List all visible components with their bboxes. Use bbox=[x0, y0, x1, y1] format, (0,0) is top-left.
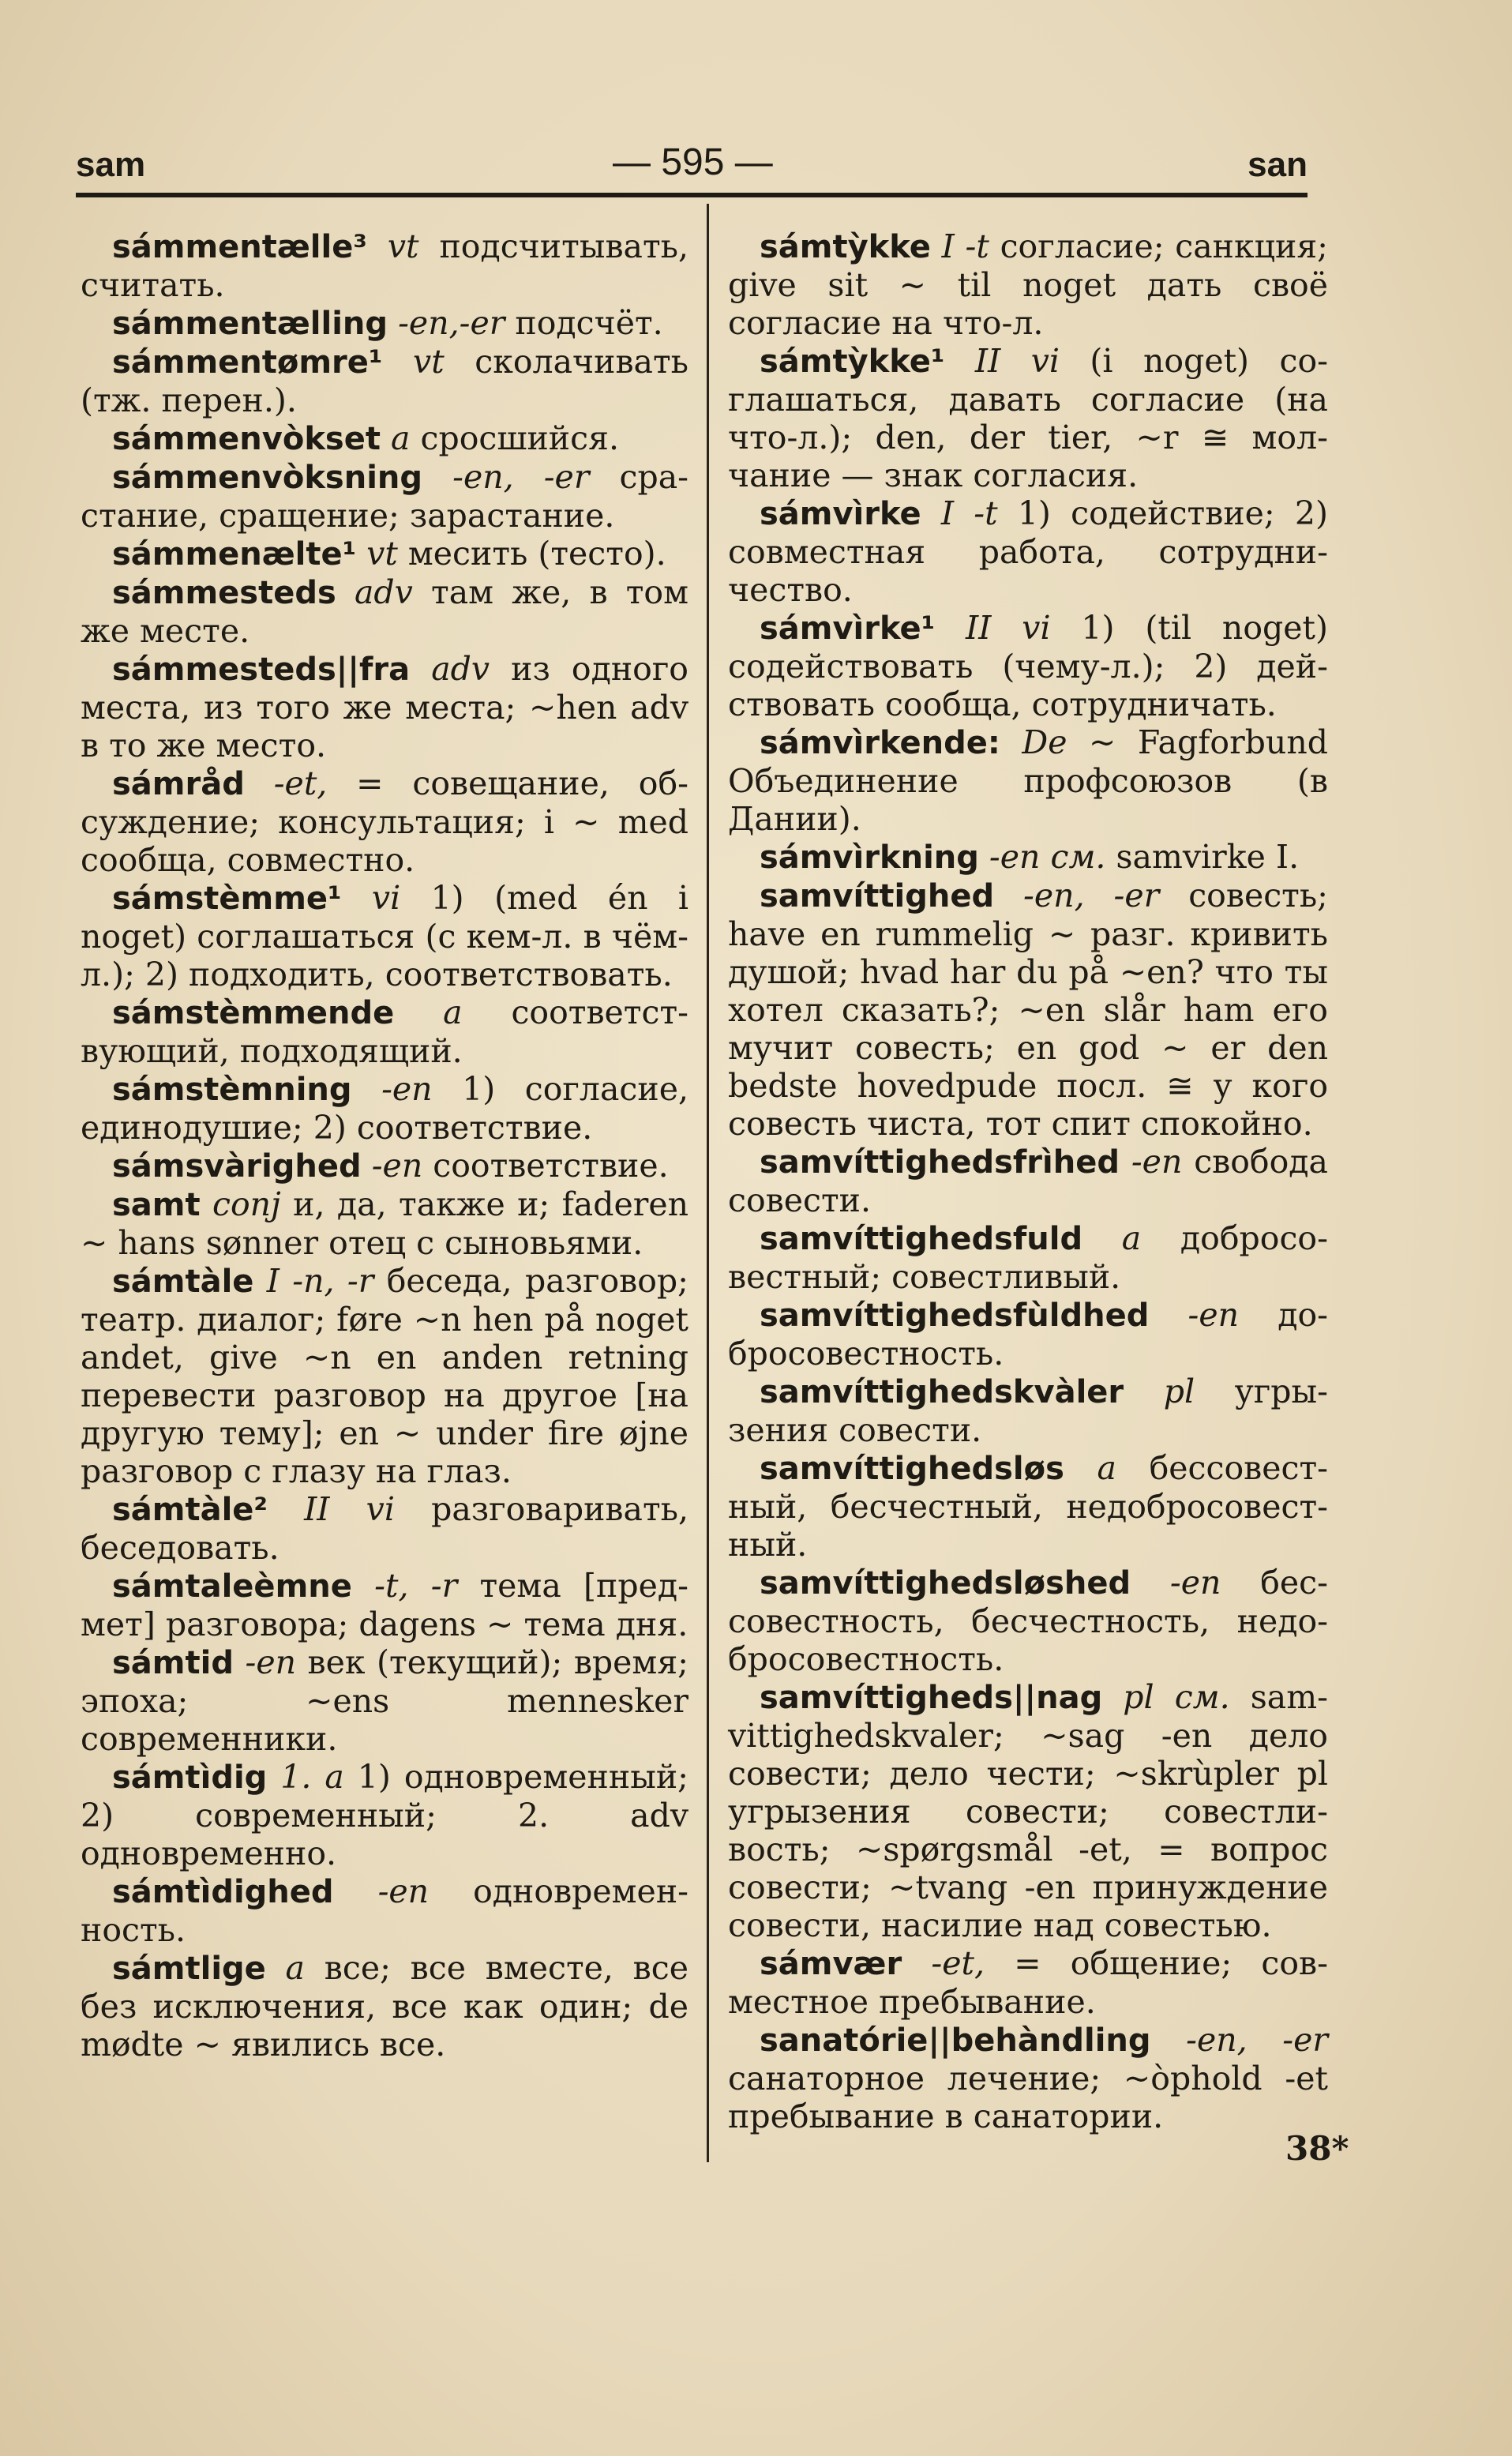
entry-definition: месить (тесто). bbox=[397, 535, 666, 573]
entry-grammar: -en bbox=[233, 1643, 297, 1681]
dictionary-entry bbox=[728, 1678, 1328, 1944]
entry-headword: sámmesteds||fra bbox=[112, 652, 411, 688]
entry-definition: = общение; совместное пребывание. bbox=[728, 1944, 1328, 2021]
entry-grammar: vi bbox=[341, 879, 401, 917]
entry-definition: соответствие. bbox=[422, 1147, 669, 1185]
dictionary-entry bbox=[81, 1185, 688, 1262]
entry-definition: бессовестность, бесчестность, недобросовестность. bbox=[728, 1564, 1328, 1678]
entry-definition: одновременность. bbox=[81, 1872, 688, 1949]
entry-headword: sámtàle² bbox=[112, 1492, 268, 1528]
entry-headword: samvíttighedsløs bbox=[760, 1451, 1064, 1487]
entry-definition: 1) согласие, единодушие; 2) соответствие. bbox=[81, 1070, 688, 1147]
entry-definition: 1) (til noget) содействовать (чему-л.); 2) действовать сообща, сотрудничать. bbox=[728, 609, 1328, 723]
entry-grammar: a bbox=[394, 993, 463, 1031]
entry-headword: sámmenælte¹ bbox=[112, 536, 357, 573]
entry-headword: sámmesteds bbox=[112, 575, 336, 611]
entry-definition: подсчитывать, считать. bbox=[81, 227, 689, 304]
entry-grammar: -en bbox=[1149, 1296, 1240, 1334]
entry-definition: из одного места, из того же места; ~hen adv в то же место. bbox=[81, 650, 688, 764]
entry-definition: Fagforbund Объединение профсоюзов (в Дании). bbox=[728, 723, 1328, 838]
dictionary-entry bbox=[728, 877, 1328, 1143]
entry-definition: и, да, также и; faderen ~ hans sønner отец с сыновьями. bbox=[81, 1185, 688, 1262]
entry-grammar: -en, -er bbox=[994, 877, 1160, 914]
entry-grammar: a bbox=[1082, 1219, 1142, 1257]
entry-grammar: vt bbox=[382, 343, 445, 381]
entry-definition: соответствующий, подходящий. bbox=[81, 993, 688, 1070]
dictionary-entry bbox=[728, 1143, 1328, 1219]
entry-headword: samvíttighedsfùldhed bbox=[760, 1297, 1150, 1334]
entry-grammar: II vi bbox=[267, 1490, 395, 1528]
dictionary-entry bbox=[81, 343, 688, 419]
entry-headword: samvíttighedsfrìhed bbox=[760, 1144, 1120, 1181]
dictionary-entry bbox=[728, 2021, 1328, 2135]
entry-headword: samvíttighedsløshed bbox=[760, 1565, 1131, 1602]
entry-definition: добросовестность. bbox=[728, 1296, 1328, 1373]
entry-grammar: 1. a bbox=[267, 1758, 344, 1796]
dictionary-entry bbox=[81, 1872, 688, 1949]
entry-definition: срастание, сращение; зарастание. bbox=[81, 458, 688, 535]
entry-definition: век (текущий); время; эпоха; ~ens mennesker современники. bbox=[81, 1643, 688, 1758]
dictionary-entry bbox=[728, 838, 1328, 877]
entry-grammar: I -t bbox=[921, 494, 998, 532]
entry-definition: санаторное лечение; ~òphold -et пребывание в санатории. bbox=[728, 2060, 1328, 2135]
entry-headword: sámmenvòkset bbox=[112, 421, 381, 457]
dictionary-entry bbox=[81, 764, 688, 879]
entry-definition: там же, в том же месте. bbox=[81, 573, 688, 650]
entry-headword: sámtid bbox=[112, 1645, 234, 1681]
dictionary-entry bbox=[81, 1567, 688, 1643]
entry-headword: sámmentælle³ bbox=[112, 229, 367, 265]
entry-grammar: -en bbox=[351, 1070, 433, 1108]
entry-grammar: a bbox=[265, 1949, 306, 1987]
entry-headword: samvíttighed bbox=[760, 878, 995, 914]
dictionary-entry bbox=[728, 342, 1328, 494]
entry-grammar: -en bbox=[1131, 1564, 1221, 1602]
column-divider bbox=[707, 204, 709, 2162]
entry-grammar: a bbox=[380, 419, 411, 457]
entry-definition: = совещание, обсуждение; консультация; i ~ med сообща, совместно. bbox=[81, 764, 688, 879]
dictionary-entry bbox=[728, 1449, 1328, 1564]
entry-definition: (i noget) соглашаться, давать согласие (на что-л.); den, der tier, ~r ≅ молчание — знак согласия. bbox=[728, 342, 1328, 494]
dictionary-entry bbox=[81, 1758, 688, 1872]
entry-headword: sámstèmning bbox=[112, 1072, 352, 1108]
entry-headword: sámtỳkke bbox=[760, 229, 931, 265]
dictionary-entry bbox=[81, 573, 688, 650]
dictionary-entry bbox=[81, 304, 688, 343]
dictionary-entry bbox=[728, 1219, 1328, 1296]
entry-definition: согласие; санкция; give sit ~ til noget дать своё согласие на что-л. bbox=[728, 227, 1328, 342]
dictionary-entry bbox=[728, 1373, 1328, 1449]
entry-headword: sámtaleèmne bbox=[112, 1568, 352, 1605]
entry-definition: бессовестный, бесчестный, недобросовестный. bbox=[728, 1449, 1328, 1564]
entry-definition: все; все вместе, все без исключения, все как один; de mødte ~ явились все. bbox=[81, 1949, 688, 2064]
entry-headword: samvíttighedskvàler bbox=[760, 1374, 1124, 1410]
dictionary-entry bbox=[728, 1564, 1328, 1678]
dictionary-entry bbox=[81, 227, 688, 304]
dictionary-entry bbox=[728, 494, 1328, 609]
entry-definition: сколачивать (тж. перен.). bbox=[81, 343, 688, 419]
entry-grammar: -en, -er bbox=[1150, 2021, 1328, 2059]
dictionary-entry bbox=[81, 535, 688, 573]
dictionary-entry bbox=[728, 723, 1328, 838]
dictionary-entry bbox=[81, 1147, 688, 1185]
entry-grammar: adv bbox=[410, 650, 490, 688]
entry-definition: беседа, разговор; театр. диалог; føre ~n hen på noget andet, give ~n en anden retning перевести разговор на другое [на другую тему]; en ~ under fire øjne разговор с глазу на глаз. bbox=[81, 1262, 688, 1490]
entry-grammar: II vi bbox=[944, 342, 1060, 380]
entry-headword: sámmenvòksning bbox=[112, 460, 423, 496]
dictionary-entry bbox=[81, 419, 688, 458]
dictionary-entry bbox=[81, 1070, 688, 1147]
entry-grammar: vt bbox=[356, 535, 398, 573]
entry-definition: 1) (med én i noget) соглашаться (с кем-л. в чём-л.); 2) подходить, соответствовать. bbox=[81, 879, 688, 993]
entry-grammar: a bbox=[1064, 1449, 1116, 1487]
running-header bbox=[76, 141, 1308, 188]
entry-grammar: -t, -r bbox=[351, 1567, 458, 1605]
right-column bbox=[728, 227, 1328, 2135]
entry-headword: sámvìrke¹ bbox=[760, 610, 936, 647]
entry-definition: добросовестный; совестливый. bbox=[728, 1219, 1328, 1296]
entry-headword: samt bbox=[112, 1187, 201, 1223]
dictionary-entry bbox=[81, 1949, 688, 2064]
entry-headword: sámmentømre¹ bbox=[112, 344, 383, 381]
dictionary-entry bbox=[81, 1643, 688, 1758]
entry-grammar: conj bbox=[200, 1185, 281, 1223]
entry-definition: свобода совести. bbox=[728, 1143, 1328, 1219]
entry-grammar: -en bbox=[333, 1872, 430, 1910]
entry-grammar: -en, -er bbox=[422, 458, 590, 496]
entry-headword: samvíttigheds||nag bbox=[760, 1680, 1103, 1716]
header-rule bbox=[76, 193, 1308, 197]
entry-definition: 1) одновременный; 2) современный; 2. adv одновременно. bbox=[81, 1758, 688, 1872]
dictionary-entry bbox=[81, 879, 688, 993]
entry-headword: sámvìrkning bbox=[760, 839, 979, 876]
entry-definition: совесть; have en rummelig ~ разг. кривить душой; hvad har du på ~en? что ты хотел сказать?; ~en slår ham его мучит совесть; en god ~ er den bedste hovedpude посл. ≅ у кого совесть чиста, тот спит спокойно. bbox=[728, 877, 1328, 1143]
entry-grammar: vt bbox=[366, 227, 419, 265]
dictionary-entry bbox=[728, 227, 1328, 342]
dictionary-entry bbox=[81, 993, 688, 1070]
entry-headword: sámtìdighed bbox=[112, 1874, 334, 1910]
dictionary-entry bbox=[728, 1944, 1328, 2021]
entry-headword: sámtàle bbox=[112, 1264, 254, 1300]
entry-grammar: pl см. bbox=[1102, 1678, 1230, 1716]
entry-headword: sámråd bbox=[112, 766, 245, 802]
entry-definition: подсчёт. bbox=[505, 304, 663, 342]
dictionary-entry bbox=[81, 650, 688, 764]
entry-definition: разговаривать, беседовать. bbox=[81, 1490, 688, 1567]
entry-headword: sámstèmme¹ bbox=[112, 881, 342, 917]
entry-grammar: De ~ bbox=[1000, 723, 1116, 761]
entry-headword: sámvìrke bbox=[760, 496, 921, 532]
entry-grammar: I -n, -r bbox=[253, 1262, 374, 1300]
entry-headword: samvíttighedsfuld bbox=[760, 1221, 1083, 1257]
signature-mark: 38* bbox=[1285, 2129, 1349, 2168]
entry-grammar: I -t bbox=[930, 227, 989, 265]
entry-headword: sámtìdig bbox=[112, 1759, 268, 1796]
entry-headword: sámvìrkende: bbox=[760, 725, 1000, 761]
entry-headword: sámvær bbox=[760, 1946, 902, 1982]
page-number: — 595 — bbox=[613, 141, 773, 183]
entry-grammar: -en bbox=[1119, 1143, 1183, 1181]
entry-grammar: -et, bbox=[244, 764, 328, 802]
dictionary-entry bbox=[81, 458, 688, 535]
entry-definition: 1) содействие; 2) совместная работа, сотрудничество. bbox=[728, 494, 1329, 609]
entry-definition: тема [предмет] разговора; dagens ~ тема дня. bbox=[81, 1567, 688, 1643]
entry-headword: sanatórie||behàndling bbox=[760, 2022, 1151, 2059]
left-column bbox=[81, 227, 688, 2064]
header-left-guide-word: sam bbox=[76, 145, 146, 184]
entry-grammar: adv bbox=[336, 573, 413, 611]
entry-definition: samvirke I. bbox=[1105, 838, 1300, 876]
entry-grammar: -en см. bbox=[978, 838, 1106, 876]
entry-grammar: II vi bbox=[935, 609, 1051, 647]
entry-definition: угрызения совести. bbox=[728, 1373, 1328, 1449]
entry-headword: sámmentælling bbox=[112, 306, 388, 342]
dictionary-entry bbox=[728, 609, 1328, 723]
header-right-guide-word: san bbox=[1247, 145, 1308, 184]
dictionary-entry bbox=[81, 1262, 688, 1490]
dictionary-entry bbox=[728, 1296, 1328, 1373]
entry-grammar: -en,-er bbox=[388, 304, 505, 342]
entry-definition: сросшийся. bbox=[410, 419, 619, 457]
entry-headword: sámsvàrighed bbox=[112, 1148, 362, 1185]
entry-grammar: -en bbox=[361, 1147, 423, 1185]
entry-grammar: -et, bbox=[902, 1944, 985, 1982]
entry-definition: samvittighedskvaler; ~sag -en дело совести; дело чести; ~skrùpler pl угрызения совести; совестливость; ~spørgsmål -et, = вопрос совести; ~tvang -en принуждение совести, насилие над совестью. bbox=[728, 1678, 1328, 1944]
entry-headword: sámtlige bbox=[112, 1951, 266, 1987]
entry-headword: sámstèmmende bbox=[112, 995, 395, 1031]
entry-headword: sámtỳkke¹ bbox=[760, 344, 945, 380]
entry-grammar: pl bbox=[1124, 1373, 1195, 1410]
dictionary-entry bbox=[81, 1490, 688, 1567]
